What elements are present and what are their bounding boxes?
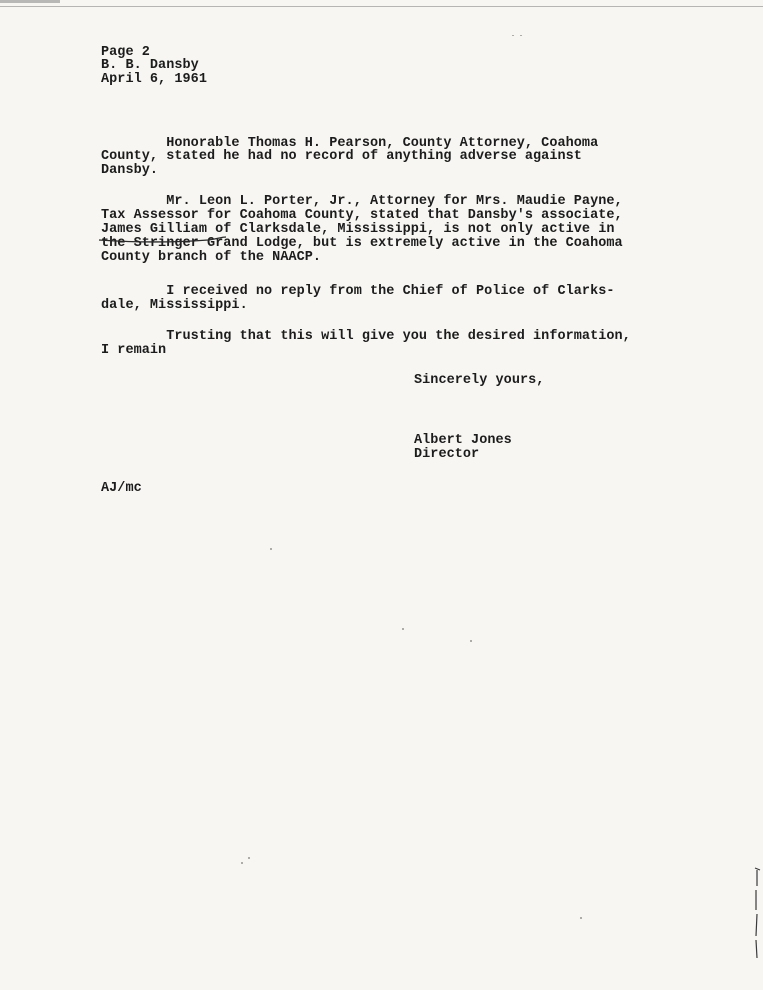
scan-speck bbox=[520, 35, 522, 36]
text-line: James Gilliam of Clarksdale, Mississippi, is not only active in bbox=[101, 222, 615, 237]
text-line: Trusting that this will give you the desired information, bbox=[101, 329, 631, 344]
typist-initials: AJ/mc bbox=[101, 481, 142, 496]
subject-name: B. B. Dansby bbox=[101, 58, 199, 73]
letter-date: April 6, 1961 bbox=[101, 72, 207, 87]
text-line: Tax Assessor for Coahoma County, stated that Dansby's associate, bbox=[101, 208, 623, 223]
scan-speck bbox=[248, 857, 250, 859]
salutation: Sincerely yours, bbox=[414, 373, 545, 388]
signer-name: Albert Jones bbox=[414, 433, 512, 448]
text-line: Dansby. bbox=[101, 163, 159, 178]
scan-edge bbox=[0, 0, 60, 3]
page-top-border bbox=[0, 6, 763, 7]
scan-speck bbox=[270, 548, 272, 550]
text-line: Mr. Leon L. Porter, Jr., Attorney for Mrs. Maudie Payne, bbox=[101, 194, 623, 209]
signer-title: Director bbox=[414, 447, 480, 462]
text-line: Honorable Thomas H. Pearson, County Attorney, Coahoma bbox=[101, 136, 599, 151]
scan-speck bbox=[580, 917, 582, 919]
scan-speck bbox=[402, 628, 404, 630]
scan-speck bbox=[512, 35, 514, 36]
margin-mark bbox=[750, 866, 762, 966]
page-number: Page 2 bbox=[101, 45, 150, 60]
text-line: I remain bbox=[101, 343, 167, 358]
text-line: the Stringer Grand Lodge, but is extremely active in the Coahoma bbox=[101, 236, 623, 251]
text-line: County, stated he had no record of anything adverse against bbox=[101, 149, 582, 164]
text-line: I received no reply from the Chief of Police of Clarks- bbox=[101, 284, 615, 299]
scan-speck bbox=[470, 640, 472, 642]
scan-speck bbox=[241, 862, 243, 864]
text-line: County branch of the NAACP. bbox=[101, 250, 322, 265]
text-line: dale, Mississippi. bbox=[101, 298, 248, 313]
